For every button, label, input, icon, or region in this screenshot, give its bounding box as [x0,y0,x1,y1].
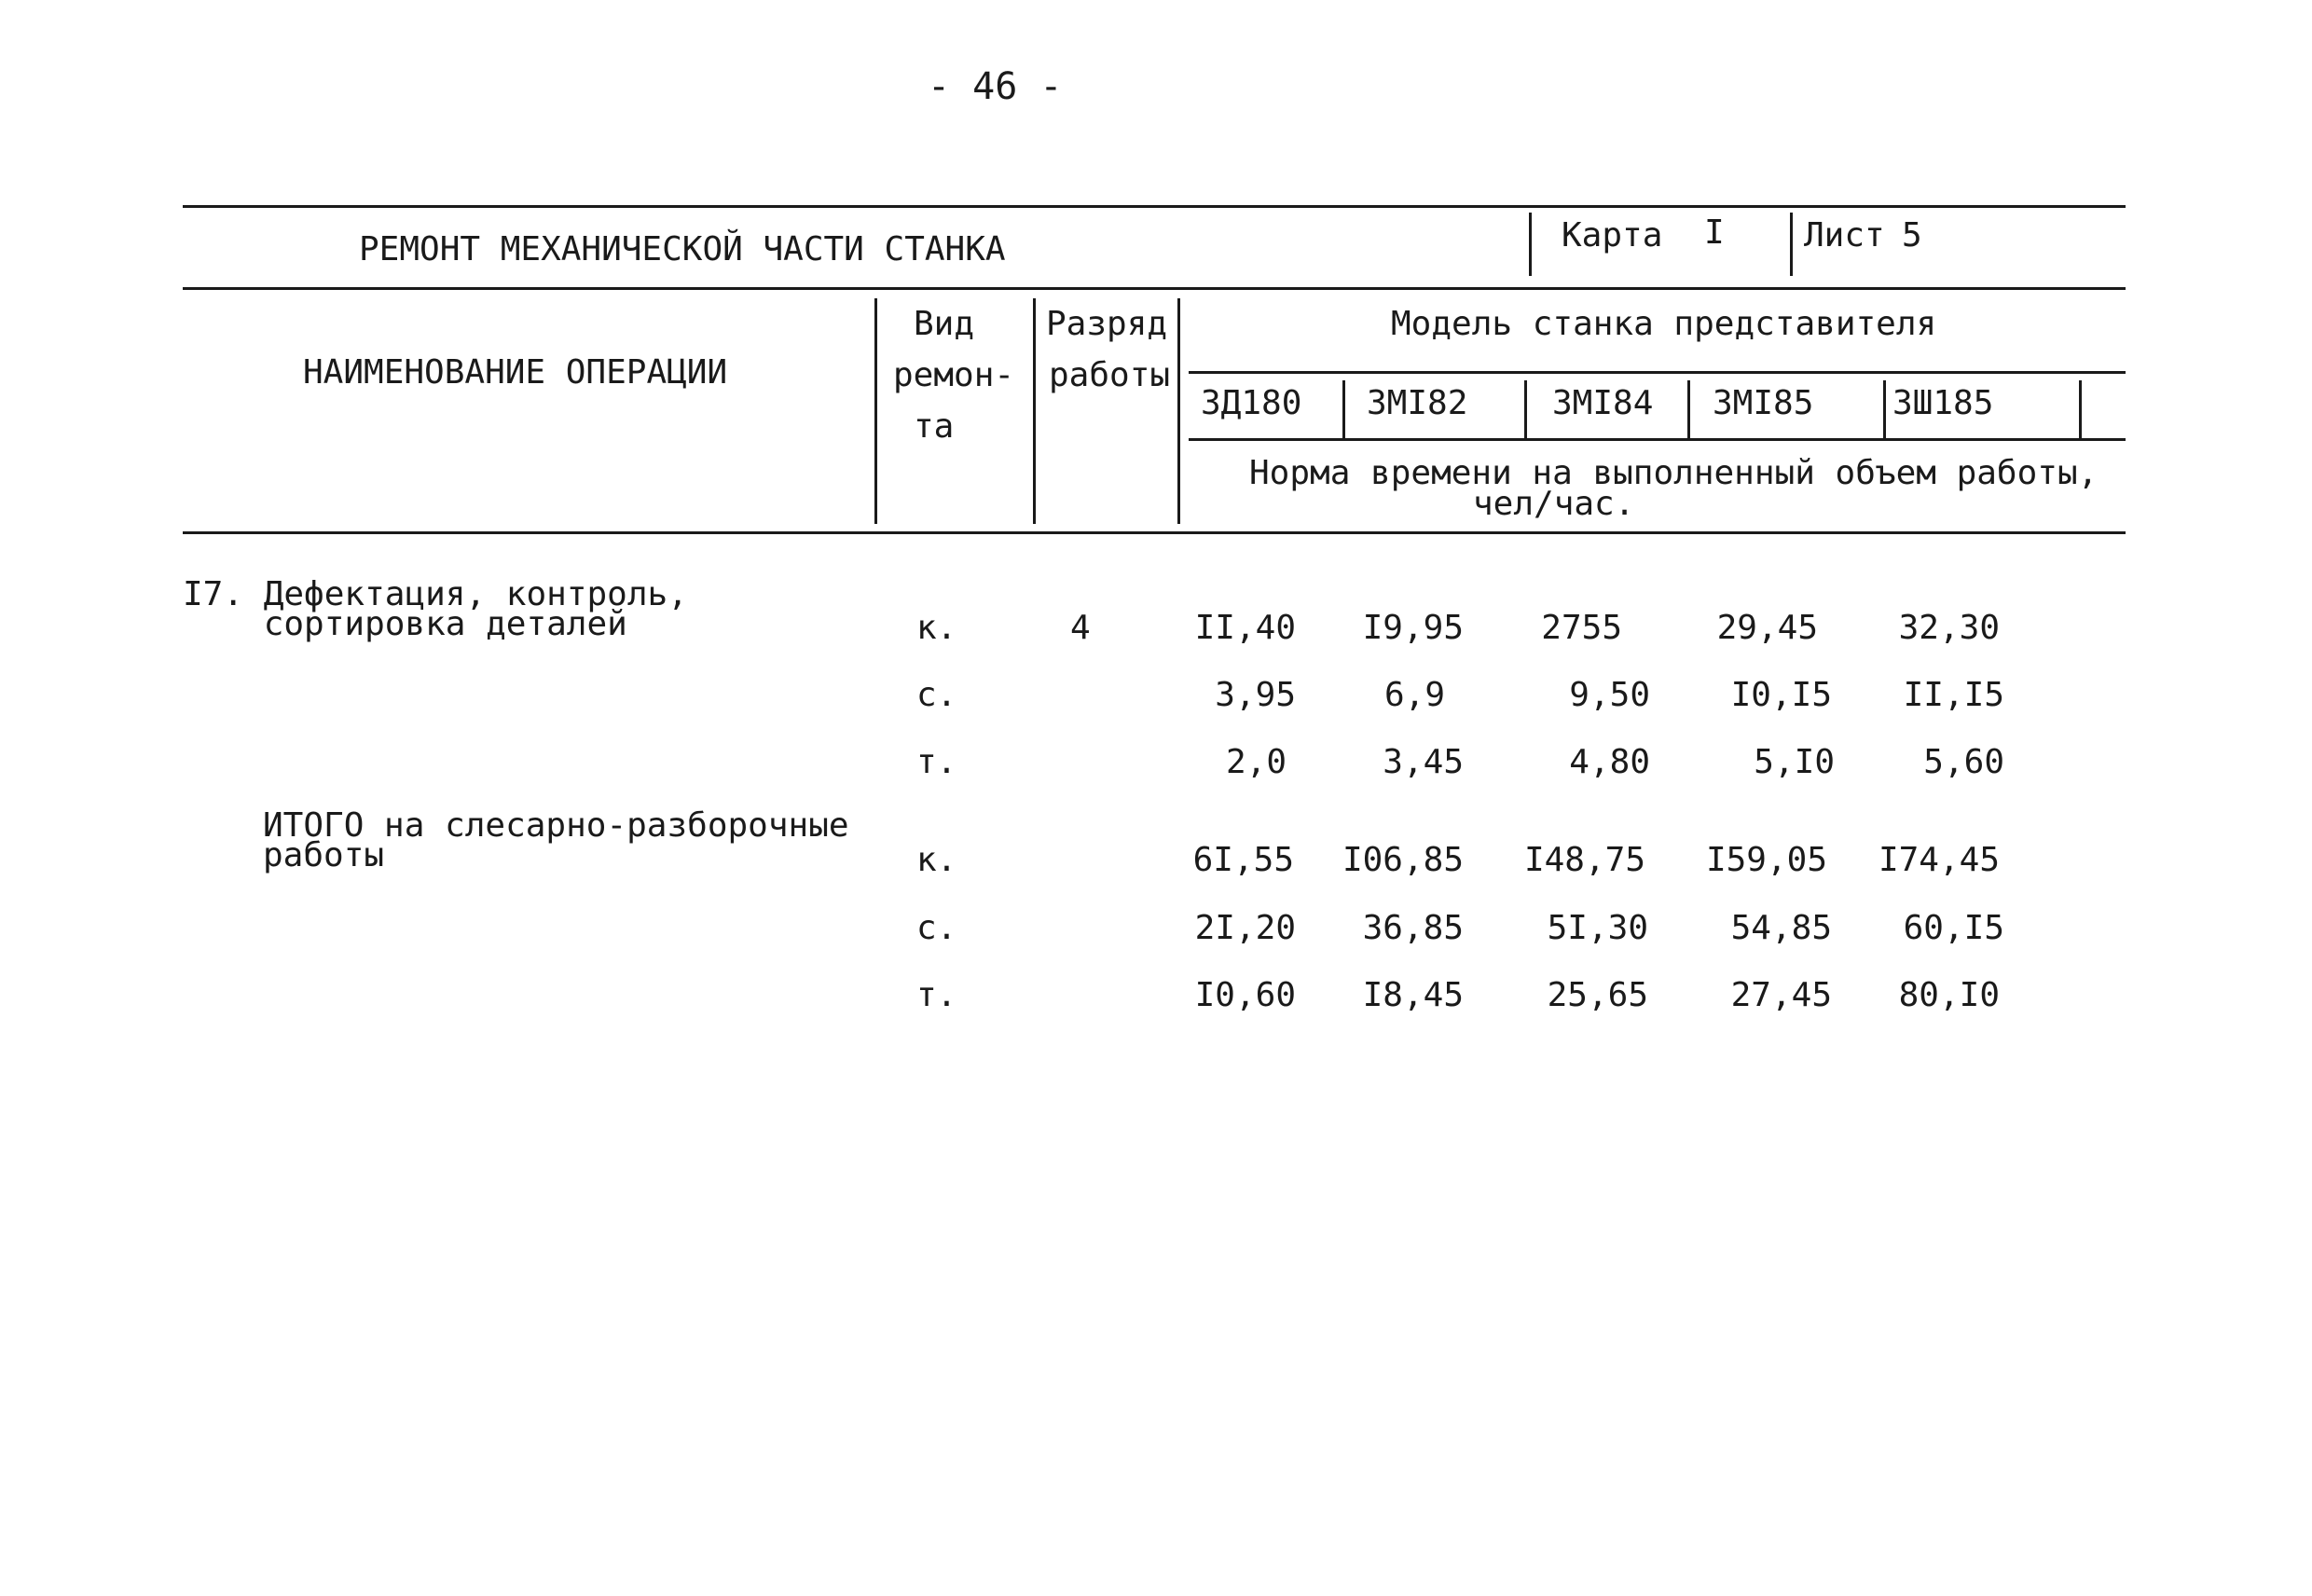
column-divider-2 [1033,298,1036,524]
value-cell: 5I,30 [1547,909,1648,947]
repair-type-s: с. [916,909,957,947]
value-cell: I48,75 [1523,841,1645,879]
model-divider-1 [1342,380,1345,440]
list-value: 5 [1902,216,1922,255]
section-grade: 4 [1070,609,1091,647]
model-divider-3 [1687,380,1690,440]
value-cell: 2,0 [1225,743,1287,781]
value-cell: I59,05 [1705,841,1827,879]
value-cell: 9,50 [1569,676,1650,714]
value-cell: 36,85 [1362,909,1464,947]
value-cell: 60,I5 [1903,909,2004,947]
model-3mi85: 3МI85 [1713,384,1814,422]
value-cell: I06,85 [1342,841,1464,879]
repair-type-t: т. [916,976,957,1014]
column-repair-type-line1: Вид [913,305,975,343]
norm-caption-line2: чел/час. [1473,485,1635,523]
value-cell: I74,45 [1878,841,2000,879]
table-header-bottom-rule [183,531,2126,534]
column-divider-3 [1177,298,1180,524]
header-divider-karta [1529,213,1532,276]
value-cell: I0,I5 [1730,676,1832,714]
value-cell: I0,60 [1194,976,1296,1014]
model-3mi84: 3МI84 [1552,384,1654,422]
page-number: - 46 - [928,65,1063,108]
model-3sh185: 3Ш185 [1892,384,1994,422]
value-cell: 3,95 [1215,676,1296,714]
value-cell: 6,9 [1383,676,1445,714]
value-cell: 5,I0 [1754,743,1835,781]
header-bottom-rule [183,287,2126,290]
header-top-rule [183,205,2126,208]
value-cell: 80,I0 [1898,976,2000,1014]
value-cell: 4,80 [1569,743,1650,781]
value-cell: 2I,20 [1194,909,1296,947]
repair-type-k: к. [916,609,957,647]
value-cell: 2755 [1541,609,1622,647]
model-group-rule [1189,371,2126,374]
model-divider-4 [1883,380,1886,440]
column-grade-line2: работы [1049,356,1171,394]
column-repair-type-line2: ремон- [893,356,1015,394]
document-title: РЕМОНТ МЕХАНИЧЕСКОЙ ЧАСТИ СТАНКА [359,230,1006,268]
column-divider-1 [874,298,877,524]
karta-label: Карта [1562,216,1663,255]
value-cell: 5,60 [1923,743,2004,781]
value-cell: II,I5 [1903,676,2004,714]
total-name-line2: работы [263,836,385,874]
value-cell: 27,45 [1730,976,1832,1014]
value-cell: 6I,55 [1192,841,1294,879]
column-model-group: Модель станка представителя [1391,305,1937,343]
value-cell: 3,45 [1383,743,1464,781]
model-3mi82: 3МI82 [1367,384,1468,422]
value-cell: II,40 [1194,609,1296,647]
model-divider-2 [1524,380,1527,440]
repair-type-t: т. [916,743,957,781]
repair-type-k: к. [916,841,957,879]
column-operation: НАИМЕНОВАНИЕ ОПЕРАЦИИ [303,353,728,392]
value-cell: 25,65 [1547,976,1648,1014]
column-grade-line1: Разряд [1046,305,1168,343]
value-cell: I9,95 [1362,609,1464,647]
section-name-line2: сортировка деталей [183,605,627,643]
value-cell: 54,85 [1730,909,1832,947]
header-divider-list [1790,213,1793,276]
column-repair-type-line3: та [914,407,955,446]
model-3d180: 3Д180 [1201,384,1302,422]
repair-type-s: с. [916,676,957,714]
list-label: Лист [1804,216,1885,255]
norm-caption-line1: Норма времени на выполненный объем работы, [1249,454,2099,492]
karta-value: I [1704,213,1725,252]
total-name-line1: ИТОГО на слесарно-разборочные [263,806,849,845]
model-divider-5 [2079,380,2082,440]
section-name-line1: I7. Дефектация, контроль, [183,575,688,613]
value-cell: 29,45 [1716,609,1818,647]
value-cell: I8,45 [1362,976,1464,1014]
value-cell: 32,30 [1898,609,2000,647]
model-row-rule [1189,438,2126,441]
